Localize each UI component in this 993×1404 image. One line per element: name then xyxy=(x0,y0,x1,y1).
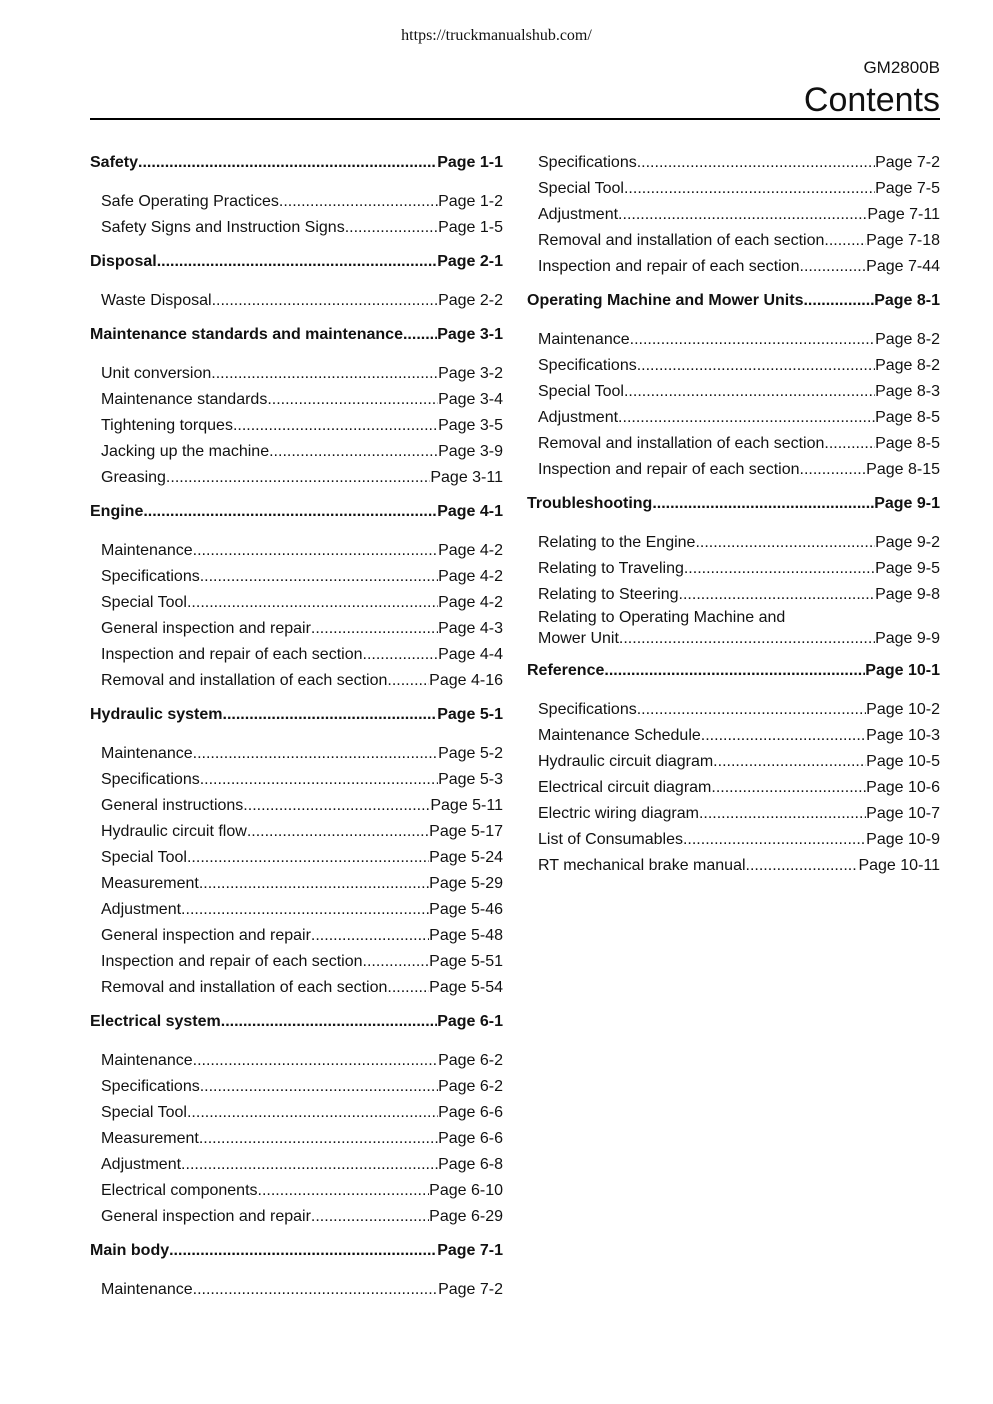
toc-entry-specifications[interactable] xyxy=(527,697,940,723)
entry-label: Maintenance xyxy=(101,745,193,762)
toc-section-electrical-system[interactable] xyxy=(90,1009,503,1035)
dot-leader xyxy=(701,723,866,749)
section-spacer xyxy=(90,314,503,322)
page-reference: Page 2-1 xyxy=(437,253,503,270)
toc-section-main-body[interactable] xyxy=(90,1238,503,1264)
toc-entry-inspection-and-repair-of-each-section[interactable] xyxy=(527,254,940,280)
page-reference: Page 10-6 xyxy=(866,779,940,796)
page-reference: Page 5-24 xyxy=(429,849,503,866)
entry-label: Maintenance Schedule xyxy=(538,727,701,744)
toc-entry-general-inspection-and-repair[interactable] xyxy=(90,616,503,642)
section-spacer xyxy=(90,1264,503,1277)
dot-leader xyxy=(193,538,438,564)
dot-leader xyxy=(311,1204,429,1230)
toc-entry-general-instructions[interactable] xyxy=(90,793,503,819)
page-reference: Page 4-3 xyxy=(438,620,503,637)
toc-entry-adjustment[interactable] xyxy=(527,202,940,228)
entry-label: Specifications xyxy=(101,1078,200,1095)
dot-leader xyxy=(637,353,875,379)
page-reference: Page 7-11 xyxy=(867,206,940,223)
page-reference: Page 6-6 xyxy=(438,1130,503,1147)
toc-entry-special-tool[interactable] xyxy=(90,590,503,616)
page-reference: Page 7-2 xyxy=(875,154,940,171)
page-reference: Page 2-2 xyxy=(438,292,503,309)
page-reference: Page 3-5 xyxy=(438,417,503,434)
toc-entry-maintenance[interactable] xyxy=(90,741,503,767)
toc-entry-special-tool[interactable] xyxy=(527,176,940,202)
entry-label: Inspection and repair of each section xyxy=(101,953,363,970)
dot-leader xyxy=(258,1178,430,1204)
dot-leader xyxy=(624,379,875,405)
page-reference: Page 10-2 xyxy=(866,701,940,718)
toc-entry-maintenance-schedule[interactable] xyxy=(527,723,940,749)
toc-entry-adjustment[interactable] xyxy=(90,897,503,923)
dot-leader xyxy=(269,439,438,465)
entry-label: Safety Signs and Instruction Signs xyxy=(101,219,345,236)
section-spacer xyxy=(90,694,503,702)
toc-entry-inspection-and-repair-of-each-section[interactable] xyxy=(90,642,503,668)
page-reference: Page 3-2 xyxy=(438,365,503,382)
page-reference: Page 6-8 xyxy=(438,1156,503,1173)
toc-entry-tightening-torques[interactable] xyxy=(90,413,503,439)
entry-label: Measurement xyxy=(101,1130,199,1147)
dot-leader xyxy=(193,1277,438,1303)
toc-section-troubleshooting[interactable] xyxy=(527,491,940,517)
page-reference: Page 10-7 xyxy=(866,805,940,822)
page-reference: Page 5-51 xyxy=(429,953,503,970)
dot-leader xyxy=(200,564,438,590)
dot-leader xyxy=(221,1009,437,1035)
section-spacer xyxy=(527,314,940,327)
entry-label: Maintenance xyxy=(101,1052,193,1069)
section-title: Engine xyxy=(90,503,144,520)
dot-leader xyxy=(143,499,437,525)
dot-leader xyxy=(199,1126,438,1152)
toc-section-reference[interactable] xyxy=(527,658,940,684)
dot-leader xyxy=(387,975,429,1001)
page-title: Contents xyxy=(803,81,940,119)
page-reference: Page 8-2 xyxy=(875,331,940,348)
dot-leader xyxy=(624,176,875,202)
entry-label: Special Tool xyxy=(538,180,624,197)
page-reference: Page 4-2 xyxy=(438,542,503,559)
section-title: Troubleshooting xyxy=(527,495,653,512)
dot-leader xyxy=(200,767,438,793)
entry-label: Electrical components xyxy=(101,1182,258,1199)
toc-entry-adjustment[interactable] xyxy=(527,405,940,431)
toc-entry-maintenance[interactable] xyxy=(90,1277,503,1303)
entry-label: Specifications xyxy=(538,154,637,171)
page-reference: Page 7-44 xyxy=(866,258,940,275)
dot-leader xyxy=(211,361,438,387)
toc-entry-special-tool[interactable] xyxy=(527,379,940,405)
entry-label: Adjustment xyxy=(101,901,182,918)
entry-label: Tightening torques xyxy=(101,417,233,434)
section-spacer xyxy=(90,1035,503,1048)
entry-label: Special Tool xyxy=(101,594,187,611)
entry-label: Waste Disposal xyxy=(101,292,212,309)
toc-entry-label-line1: Relating to Operating Machine and xyxy=(538,609,786,626)
section-spacer xyxy=(90,491,503,499)
page-reference: Page 8-15 xyxy=(866,461,940,478)
section-title: Hydraulic system xyxy=(90,706,223,723)
toc-entry-mower-unit[interactable] xyxy=(527,628,940,650)
dot-leader xyxy=(157,249,438,275)
entry-label: RT mechanical brake manual xyxy=(538,857,746,874)
entry-label: Relating to Traveling xyxy=(538,560,684,577)
page-reference: Page 8-5 xyxy=(875,435,940,452)
dot-leader xyxy=(824,228,866,254)
dot-leader xyxy=(181,1152,438,1178)
dot-leader xyxy=(187,590,438,616)
entry-label: Inspection and repair of each section xyxy=(538,461,800,478)
page-reference: Page 5-48 xyxy=(429,927,503,944)
section-spacer xyxy=(90,348,503,361)
section-spacer xyxy=(90,728,503,741)
toc-entry-measurement[interactable] xyxy=(90,1126,503,1152)
page-reference: Page 6-1 xyxy=(437,1013,503,1030)
section-spacer xyxy=(527,684,940,697)
section-spacer xyxy=(90,1001,503,1009)
entry-label: Specifications xyxy=(101,568,200,585)
toc-entry-hydraulic-circuit-diagram[interactable] xyxy=(527,749,940,775)
entry-label: Maintenance xyxy=(538,331,630,348)
dot-leader xyxy=(618,202,867,228)
toc-entry-removal-and-installation-of-each-section[interactable] xyxy=(90,668,503,694)
section-title: Operating Machine and Mower Units xyxy=(527,292,804,309)
page-reference: Page 5-11 xyxy=(430,797,503,814)
section-spacer xyxy=(527,517,940,530)
dot-leader xyxy=(181,897,429,923)
toc-right-column xyxy=(527,150,940,879)
entry-label: Unit conversion xyxy=(101,365,212,382)
page-reference: Page 4-1 xyxy=(437,503,503,520)
entry-label: Special Tool xyxy=(101,849,187,866)
toc-entry-unit-conversion[interactable] xyxy=(90,361,503,387)
toc-entry-maintenance[interactable] xyxy=(90,538,503,564)
page-reference: Page 1-2 xyxy=(438,193,503,210)
dot-leader xyxy=(363,642,439,668)
toc-entry-adjustment[interactable] xyxy=(90,1152,503,1178)
toc-entry-special-tool[interactable] xyxy=(90,1100,503,1126)
page-reference: Page 9-1 xyxy=(874,495,940,512)
toc-entry-removal-and-installation-of-each-section[interactable] xyxy=(527,228,940,254)
dot-leader xyxy=(637,150,875,176)
page-reference: Page 6-2 xyxy=(438,1052,503,1069)
dot-leader xyxy=(233,413,438,439)
dot-leader xyxy=(695,530,875,556)
toc-entry-electric-wiring-diagram[interactable] xyxy=(527,801,940,827)
page-reference: Page 5-1 xyxy=(437,706,503,723)
dot-leader xyxy=(683,827,866,853)
page-reference: Page 3-9 xyxy=(438,443,503,460)
entry-label: Special Tool xyxy=(538,383,624,400)
entry-label: Inspection and repair of each section xyxy=(538,258,800,275)
toc-entry-removal-and-installation-of-each-section[interactable] xyxy=(90,975,503,1001)
dot-leader xyxy=(223,702,438,728)
dot-leader xyxy=(679,582,876,608)
section-title: Main body xyxy=(90,1242,170,1259)
dot-leader xyxy=(193,741,438,767)
section-spacer xyxy=(90,176,503,189)
entry-label: General instructions xyxy=(101,797,244,814)
toc-section-safety[interactable] xyxy=(90,150,503,176)
toc-entry-specifications[interactable] xyxy=(90,564,503,590)
page-reference: Page 5-54 xyxy=(429,979,503,996)
page-reference: Page 4-2 xyxy=(438,594,503,611)
page-reference: Page 6-2 xyxy=(438,1078,503,1095)
toc-section-engine[interactable] xyxy=(90,499,503,525)
dot-leader xyxy=(279,189,438,215)
entry-label: General inspection and repair xyxy=(101,1208,311,1225)
dot-leader xyxy=(637,697,866,723)
entry-label: Special Tool xyxy=(101,1104,187,1121)
toc-entry-maintenance-standards[interactable] xyxy=(90,387,503,413)
page-reference: Page 3-4 xyxy=(438,391,503,408)
dot-leader xyxy=(618,405,875,431)
toc-section-disposal[interactable] xyxy=(90,249,503,275)
section-spacer xyxy=(90,525,503,538)
page-reference: Page 10-9 xyxy=(866,831,940,848)
entry-label: Hydraulic circuit diagram xyxy=(538,753,714,770)
dot-leader xyxy=(193,1048,438,1074)
toc-entry-inspection-and-repair-of-each-section[interactable] xyxy=(90,949,503,975)
dot-leader xyxy=(311,616,438,642)
source-url[interactable]: https://truckmanualshub.com/ xyxy=(401,27,592,44)
page-reference: Page 9-9 xyxy=(875,630,940,647)
dot-leader xyxy=(169,1238,437,1264)
page-reference: Page 7-5 xyxy=(875,180,940,197)
section-title: Maintenance standards and maintenance xyxy=(90,326,403,343)
toc-left-column xyxy=(90,150,503,1303)
page-reference: Page 8-1 xyxy=(874,292,940,309)
entry-label: Removal and installation of each section xyxy=(101,979,388,996)
page-reference: Page 4-2 xyxy=(438,568,503,585)
toc-entry-safe-operating-practices[interactable] xyxy=(90,189,503,215)
toc-section-operating-machine-and-mower-units[interactable] xyxy=(527,288,940,314)
page-reference: Page 3-11 xyxy=(430,469,503,486)
toc-entry-rt-mechanical-brake-manual[interactable] xyxy=(527,853,940,879)
toc-entry-electrical-components[interactable] xyxy=(90,1178,503,1204)
toc-entry-greasing[interactable] xyxy=(90,465,503,491)
toc-entry-hydraulic-circuit-flow[interactable] xyxy=(90,819,503,845)
entry-label: Electrical circuit diagram xyxy=(538,779,712,796)
toc-entry-general-inspection-and-repair[interactable] xyxy=(90,923,503,949)
dot-leader xyxy=(713,749,866,775)
page-reference: Page 5-17 xyxy=(429,823,503,840)
toc-entry-jacking-up-the-machine[interactable] xyxy=(90,439,503,465)
entry-label: Adjustment xyxy=(101,1156,182,1173)
section-spacer xyxy=(90,241,503,249)
entry-label: Greasing xyxy=(101,469,166,486)
page-reference: Page 1-5 xyxy=(438,219,503,236)
entry-label: Specifications xyxy=(538,701,637,718)
dot-leader xyxy=(345,215,438,241)
entry-label: Maintenance xyxy=(101,1281,193,1298)
dot-leader xyxy=(800,254,867,280)
header-rule xyxy=(90,118,940,120)
section-title: Safety xyxy=(90,154,139,171)
page-reference: Page 10-5 xyxy=(866,753,940,770)
page-reference: Page 8-5 xyxy=(875,409,940,426)
entry-label: Specifications xyxy=(538,357,637,374)
dot-leader xyxy=(711,775,866,801)
page-reference: Page 8-2 xyxy=(875,357,940,374)
section-spacer xyxy=(527,483,940,491)
toc-entry-specifications[interactable] xyxy=(527,150,940,176)
toc-entry-removal-and-installation-of-each-section[interactable] xyxy=(527,431,940,457)
page-reference: Page 7-18 xyxy=(866,232,940,249)
toc-entry-electrical-circuit-diagram[interactable] xyxy=(527,775,940,801)
page-reference: Page 9-8 xyxy=(875,586,940,603)
toc-entry-specifications[interactable] xyxy=(90,1074,503,1100)
dot-leader xyxy=(746,853,859,879)
toc-entry-specifications[interactable] xyxy=(90,767,503,793)
entry-label: Electric wiring diagram xyxy=(538,805,699,822)
page-reference: Page 4-4 xyxy=(438,646,503,663)
entry-label: Relating to the Engine xyxy=(538,534,696,551)
dot-leader xyxy=(212,288,439,314)
page-reference: Page 9-2 xyxy=(875,534,940,551)
page-reference: Page 8-3 xyxy=(875,383,940,400)
dot-leader xyxy=(803,288,874,314)
dot-leader xyxy=(619,628,875,650)
dot-leader xyxy=(200,1074,438,1100)
section-spacer xyxy=(527,650,940,658)
section-title: Disposal xyxy=(90,253,157,270)
page-reference: Page 1-1 xyxy=(437,154,503,171)
page-reference: Page 5-29 xyxy=(429,875,503,892)
toc-entry-special-tool[interactable] xyxy=(90,845,503,871)
dot-leader xyxy=(652,491,874,517)
dot-leader xyxy=(604,658,865,684)
toc-entry-relating-to-traveling[interactable] xyxy=(527,556,940,582)
entry-label: Measurement xyxy=(101,875,199,892)
page-reference: Page 4-16 xyxy=(429,672,503,689)
entry-label: List of Consumables xyxy=(538,831,683,848)
dot-leader xyxy=(363,949,430,975)
dot-leader xyxy=(267,387,438,413)
page-reference: Page 9-5 xyxy=(875,560,940,577)
entry-label: Specifications xyxy=(101,771,200,788)
section-spacer xyxy=(90,1230,503,1238)
toc-entry-measurement[interactable] xyxy=(90,871,503,897)
section-spacer xyxy=(90,275,503,288)
section-title: Reference xyxy=(527,662,605,679)
toc-entry-maintenance[interactable] xyxy=(90,1048,503,1074)
dot-leader xyxy=(166,465,430,491)
page-reference: Page 5-2 xyxy=(438,745,503,762)
dot-leader xyxy=(684,556,875,582)
toc-entry-maintenance[interactable] xyxy=(527,327,940,353)
page-reference: Page 7-2 xyxy=(438,1281,503,1298)
toc-entry-waste-disposal[interactable] xyxy=(90,288,503,314)
entry-label: Adjustment xyxy=(538,206,619,223)
page-reference: Page 10-3 xyxy=(866,727,940,744)
page-reference: Page 7-1 xyxy=(437,1242,503,1259)
dot-leader xyxy=(311,923,429,949)
entry-label: Maintenance standards xyxy=(101,391,268,408)
page-reference: Page 6-29 xyxy=(429,1208,503,1225)
page-reference: Page 10-11 xyxy=(858,857,940,874)
entry-label: Safe Operating Practices xyxy=(101,193,279,210)
page-reference: Page 6-10 xyxy=(429,1182,503,1199)
toc-entry-general-inspection-and-repair[interactable] xyxy=(90,1204,503,1230)
toc-entry-safety-signs-and-instruction-signs[interactable] xyxy=(90,215,503,241)
entry-label: Inspection and repair of each section xyxy=(101,646,363,663)
dot-leader xyxy=(800,457,867,483)
dot-leader xyxy=(403,322,437,348)
dot-leader xyxy=(247,819,429,845)
page-reference: Page 6-6 xyxy=(438,1104,503,1121)
page-reference: Page 3-1 xyxy=(437,326,503,343)
dot-leader xyxy=(824,431,875,457)
entry-label: Removal and installation of each section xyxy=(101,672,388,689)
section-spacer xyxy=(527,280,940,288)
entry-label: Adjustment xyxy=(538,409,619,426)
entry-label: Mower Unit xyxy=(538,630,619,647)
dot-leader xyxy=(187,845,429,871)
entry-label: Removal and installation of each section xyxy=(538,232,825,249)
dot-leader xyxy=(138,150,437,176)
page-reference: Page 10-1 xyxy=(865,662,940,679)
dot-leader xyxy=(699,801,866,827)
entry-label: Hydraulic circuit flow xyxy=(101,823,247,840)
dot-leader xyxy=(199,871,429,897)
toc-entry-specifications[interactable] xyxy=(527,353,940,379)
page-reference: Page 5-46 xyxy=(429,901,503,918)
page-reference: Page 5-3 xyxy=(438,771,503,788)
toc-section-maintenance-standards-and-maintenance[interactable] xyxy=(90,322,503,348)
entry-label: Maintenance xyxy=(101,542,193,559)
dot-leader xyxy=(243,793,430,819)
dot-leader xyxy=(187,1100,438,1126)
entry-label: General inspection and repair xyxy=(101,927,311,944)
section-title: Electrical system xyxy=(90,1013,221,1030)
toc-entry-relating-to-the-engine[interactable] xyxy=(527,530,940,556)
entry-label: General inspection and repair xyxy=(101,620,311,637)
toc-section-hydraulic-system[interactable] xyxy=(90,702,503,728)
dot-leader xyxy=(630,327,875,353)
entry-label: Removal and installation of each section xyxy=(538,435,825,452)
model-number: GM2800B xyxy=(863,58,940,77)
entry-label: Relating to Steering xyxy=(538,586,679,603)
toc-entry-inspection-and-repair-of-each-section[interactable] xyxy=(527,457,940,483)
toc-entry-relating-to-steering[interactable] xyxy=(527,582,940,608)
entry-label: Jacking up the machine xyxy=(101,443,270,460)
toc-entry-list-of-consumables[interactable] xyxy=(527,827,940,853)
dot-leader xyxy=(387,668,429,694)
